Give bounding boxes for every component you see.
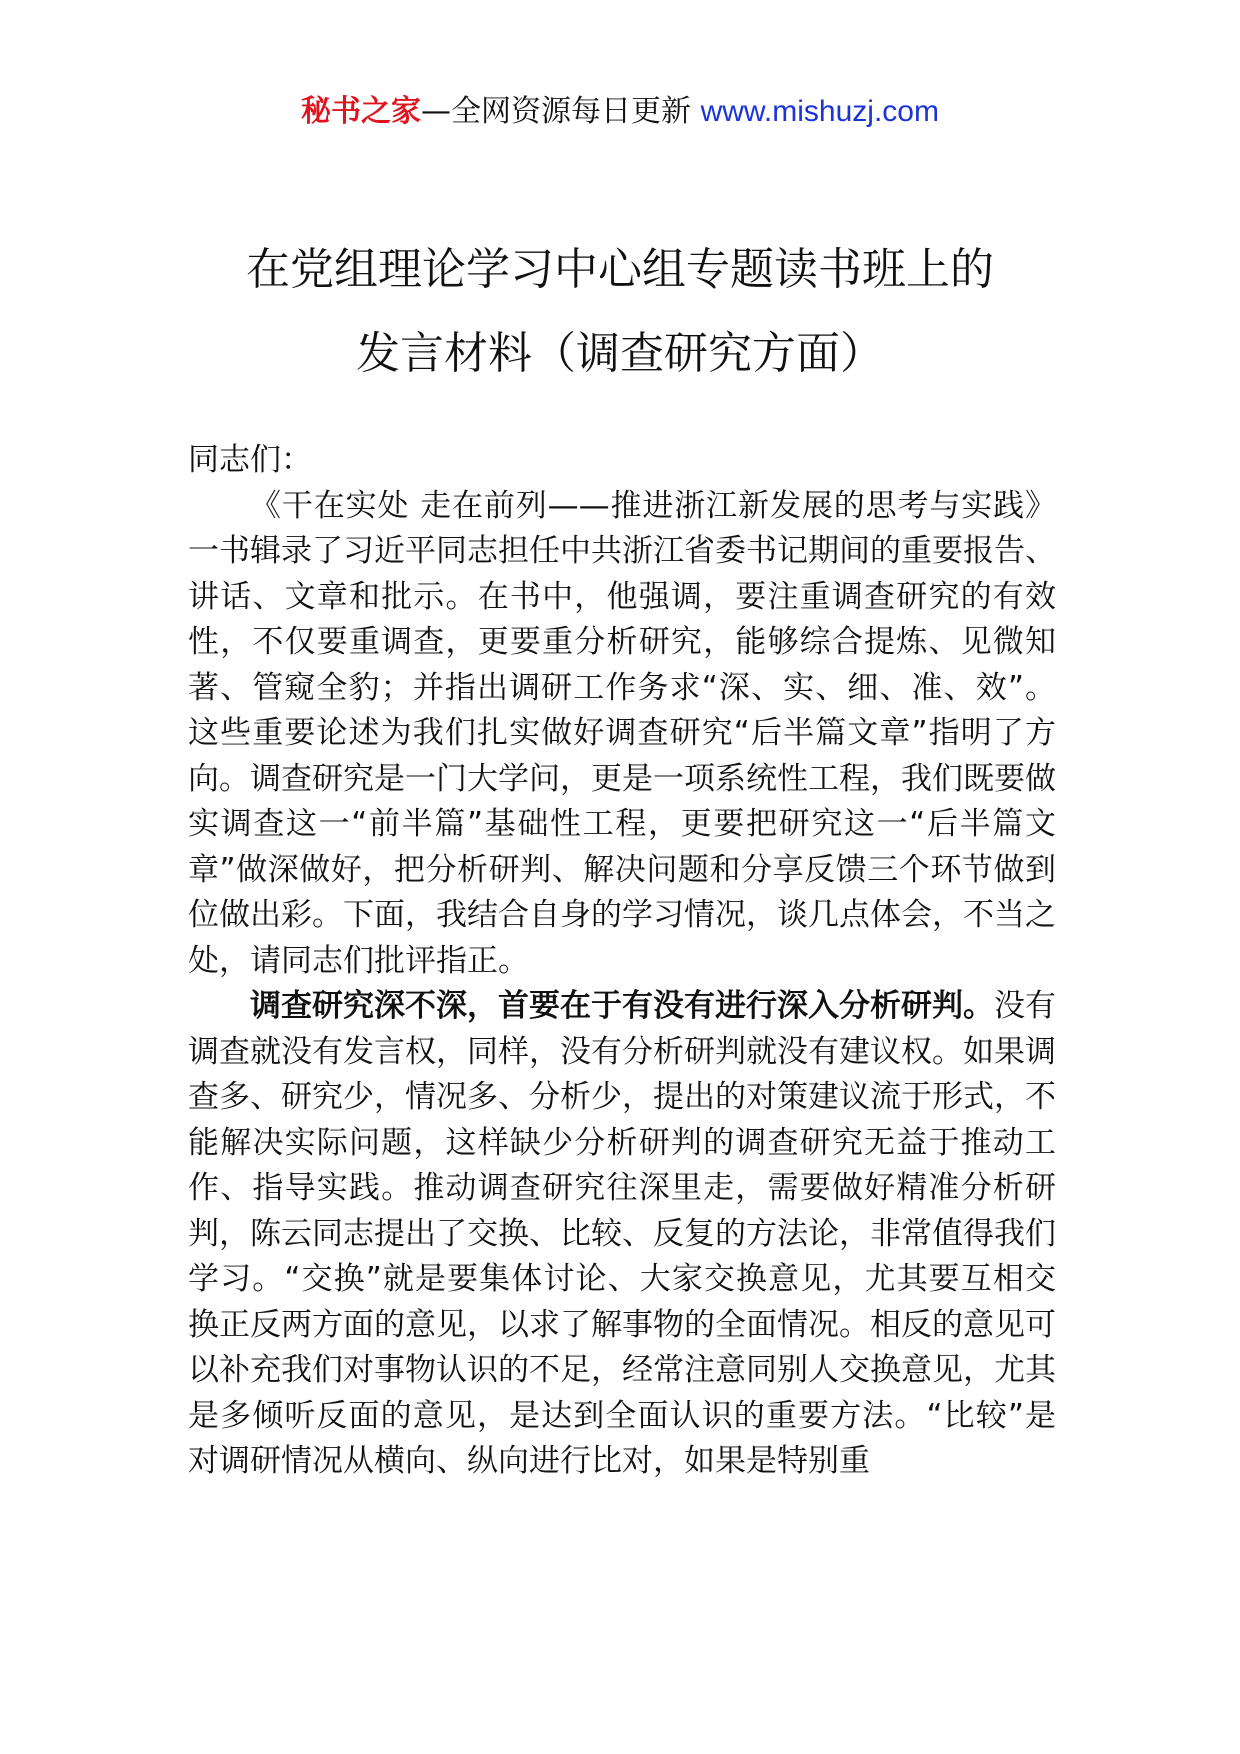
body-paragraph-2 [188,984,1056,1485]
document-body [188,438,1056,1485]
title-line-2: 发言材料（调查研究方面） [356,328,884,379]
site-url-link[interactable]: www.mishuzj.com [700,95,939,128]
site-brand: 秘书之家 [301,94,422,129]
site-header [0,92,1240,132]
body-paragraph-1: 《干在实处 走在前列——推进浙江新发展的思考与实践》一书辑录了习近平同志担任中共浙江省委书记期间的重要报告、讲话、文章和批示。在书中，他强调，要注重调查研究的有效性，不仅要重调查，更要重分析研究，能够综合提炼、见微知著、管窥全豹；并指出调研工作务求“深、实、细、准、效”。这些重要论述为我们扎实做好调查研究“后半篇文章”指明了方向。调查研究是一门大学问，更是一项系统性工程，我们既要做实调查这一“前半篇”基础性工程，更要把研究这一“后半篇文章”做深做好，把分析研判、解决问题和分享反馈三个环节做到位做出彩。下面，我结合自身的学习情况，谈几点体会，不当之处，请同志们批评指正。 [188,487,1056,979]
title-line-1: 在党组理论学习中心组专题读书班上的 [246,244,994,295]
paragraph-2-lead: 调查研究深不深，首要在于有没有进行深入分析研判。 [250,988,994,1024]
document-title [0,228,1240,396]
salutation: 同志们： [188,442,312,478]
paragraph-2-text: 没有调查就没有发言权，同样，没有分析研判就没有建议权。如果调查多、研究少，情况多、分析少，提出的对策建议流于形式，不能解决实际问题，这样缺少分析研判的调查研究无益于推动工作、指导实践。推动调查研究往深里走，需要做好精准分析研判，陈云同志提出了交换、比较、反复的方法论，非常值得我们学习。“交换”就是要集体讨论、大家交换意见，尤其要互相交换正反两方面的意见，以求了解事物的全面情况。相反的意见可以补充我们对事物认识的不足，经常注意同别人交换意见，尤其是多倾听反面的意见，是达到全面认识的重要方法。“比较”是对调研情况从横向、纵向进行比对，如果是特别重 [188,988,1056,1479]
site-tagline: —全网资源每日更新 [421,94,701,129]
